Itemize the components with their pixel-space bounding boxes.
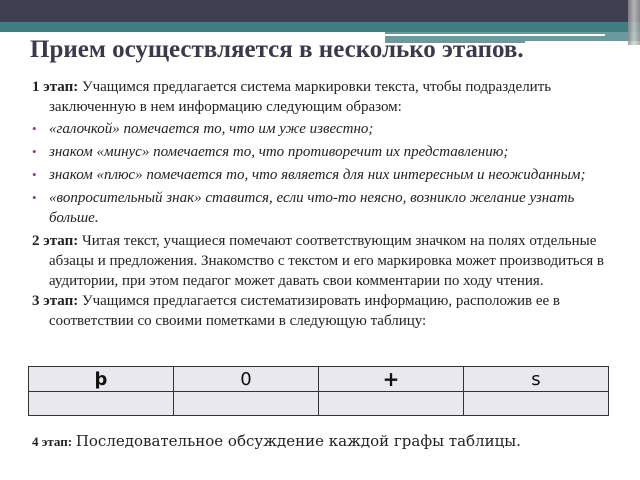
slide-title: Прием осуществляется в несколько этапов. [30,36,524,63]
stage-3-label: 3 этап: [32,293,79,309]
list-item: • знаком «плюс» помечается то, что является для них интересным и неожиданным; [32,167,586,183]
marking-table [28,366,609,416]
table-cell [464,392,609,416]
stage-4 [32,432,521,451]
stage-1-text: Учащимся предлагается система маркировки текста, чтобы подразделить заключенную в нем информацию следующим образом: [49,79,552,115]
slide-header-dark-band [0,0,640,22]
stage-2-label: 2 этап: [32,233,79,249]
table-cell [29,392,174,416]
marking-list [32,119,622,228]
slide-header-teal-band [0,22,640,32]
column-header-minus: 0 [174,367,319,392]
table-cell [319,392,464,416]
header-right-edge [628,0,640,45]
stage-2-text: Читая текст, учащиеся помечают соответствующим значком на полях отдельные абзацы и предложения. Знакомство с текстом и его маркировка может производиться в аудитории, при этом педагог может давать свои комментарии по ходу чтения. [49,233,604,289]
column-header-question: s [464,367,609,392]
stage-3-text: Учащимся предлагается систематизировать информацию, расположив ее в соответствии со своими пометками в следующую таблицу: [49,293,560,329]
marking-table-wrap [28,366,609,416]
table-cell [174,392,319,416]
header-decor-line [525,41,640,43]
stage-4-text: Последовательное обсуждение каждой графы таблицы. [75,432,521,450]
table-header-row [29,367,609,392]
bullet-icon: • [32,167,37,182]
bullet-icon: • [32,144,37,159]
column-header-check: þ [29,367,174,392]
list-item: • «галочкой» помечается то, что им уже известно; [32,121,374,137]
list-item: • «вопросительный знак» ставится, если что-то неясно, возникло желание узнать больше. [32,190,575,226]
column-header-plus: + [319,367,464,392]
slide-content [32,77,622,331]
stage-1-label: 1 этап: [32,79,79,95]
stage-4-label: 4 этап: [32,434,73,449]
stage-3 [32,291,622,331]
bullet-icon: • [32,121,37,136]
bullet-icon: • [32,190,37,205]
list-item: • знаком «минус» помечается то, что противоречит их представлению; [32,144,509,160]
stage-1 [32,77,622,117]
table-row [29,392,609,416]
stage-2 [32,231,622,291]
